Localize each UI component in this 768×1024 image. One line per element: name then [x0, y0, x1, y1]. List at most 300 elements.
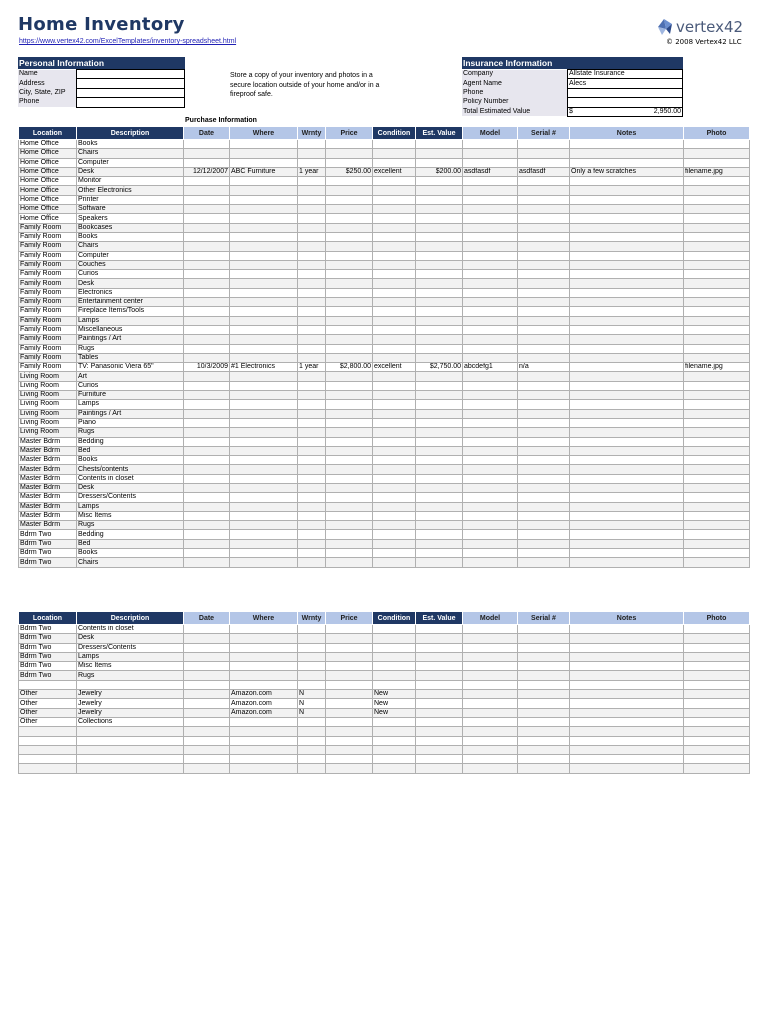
table-cell[interactable] — [184, 381, 230, 390]
table-cell[interactable] — [416, 662, 463, 671]
table-cell[interactable] — [326, 558, 373, 567]
table-cell[interactable] — [326, 195, 373, 204]
table-cell[interactable] — [326, 456, 373, 465]
table-cell[interactable] — [684, 251, 750, 260]
table-cell[interactable]: asdfasdf — [463, 167, 518, 176]
table-cell[interactable] — [463, 158, 518, 167]
table-cell[interactable] — [184, 251, 230, 260]
table-cell[interactable] — [416, 251, 463, 260]
table-cell[interactable]: Rugs — [77, 521, 184, 530]
table-cell[interactable] — [416, 186, 463, 195]
table-cell[interactable] — [463, 140, 518, 149]
table-cell[interactable] — [570, 428, 684, 437]
table-cell[interactable]: Other Electronics — [77, 186, 184, 195]
table-cell[interactable] — [298, 511, 326, 520]
table-cell[interactable] — [298, 736, 326, 745]
table-cell[interactable] — [373, 288, 416, 297]
table-cell[interactable] — [463, 708, 518, 717]
table-cell[interactable] — [298, 251, 326, 260]
table-cell[interactable] — [684, 242, 750, 251]
table-cell[interactable] — [184, 158, 230, 167]
table-cell[interactable] — [518, 149, 570, 158]
table-cell[interactable] — [184, 372, 230, 381]
table-cell[interactable] — [19, 680, 77, 689]
table-cell[interactable] — [230, 242, 298, 251]
table-cell[interactable] — [684, 625, 750, 634]
table-cell[interactable] — [326, 149, 373, 158]
table-cell[interactable] — [298, 634, 326, 643]
table-cell[interactable] — [570, 325, 684, 334]
table-cell[interactable] — [416, 521, 463, 530]
table-cell[interactable] — [416, 446, 463, 455]
table-cell[interactable] — [298, 558, 326, 567]
table-cell[interactable]: Rugs — [77, 671, 184, 680]
table-cell[interactable] — [298, 344, 326, 353]
table-cell[interactable] — [416, 409, 463, 418]
table-cell[interactable] — [416, 634, 463, 643]
table-cell[interactable]: Amazon.com — [230, 708, 298, 717]
table-cell[interactable] — [373, 662, 416, 671]
table-cell[interactable]: Living Room — [19, 418, 77, 427]
table-cell[interactable] — [518, 634, 570, 643]
table-cell[interactable] — [570, 260, 684, 269]
table-cell[interactable] — [230, 745, 298, 754]
table-cell[interactable] — [416, 335, 463, 344]
table-cell[interactable]: N — [298, 699, 326, 708]
table-cell[interactable] — [298, 418, 326, 427]
table-cell[interactable] — [463, 764, 518, 773]
table-cell[interactable] — [184, 344, 230, 353]
table-cell[interactable] — [416, 140, 463, 149]
table-cell[interactable]: Curios — [77, 381, 184, 390]
table-cell[interactable] — [463, 493, 518, 502]
table-cell[interactable]: Family Room — [19, 242, 77, 251]
table-cell[interactable] — [570, 270, 684, 279]
table-cell[interactable] — [230, 409, 298, 418]
table-cell[interactable]: Home Office — [19, 149, 77, 158]
table-cell[interactable] — [230, 539, 298, 548]
table-cell[interactable]: Family Room — [19, 335, 77, 344]
table-cell[interactable] — [518, 260, 570, 269]
table-cell[interactable] — [570, 344, 684, 353]
table-cell[interactable] — [230, 634, 298, 643]
table-cell[interactable] — [518, 625, 570, 634]
table-cell[interactable] — [298, 316, 326, 325]
table-cell[interactable] — [518, 671, 570, 680]
table-cell[interactable]: N — [298, 708, 326, 717]
table-cell[interactable] — [298, 158, 326, 167]
table-cell[interactable] — [77, 764, 184, 773]
table-cell[interactable] — [684, 511, 750, 520]
table-cell[interactable] — [463, 643, 518, 652]
column-header[interactable]: Est. Value — [416, 127, 463, 140]
table-cell[interactable] — [416, 493, 463, 502]
table-cell[interactable]: $200.00 — [416, 167, 463, 176]
table-cell[interactable]: Bdrm Two — [19, 652, 77, 661]
table-cell[interactable] — [416, 307, 463, 316]
table-cell[interactable] — [230, 223, 298, 232]
template-link[interactable]: https://www.vertex42.com/ExcelTemplates/inventory-spreadsheet.html — [19, 38, 237, 45]
table-cell[interactable] — [684, 736, 750, 745]
table-cell[interactable] — [184, 549, 230, 558]
table-cell[interactable] — [684, 530, 750, 539]
table-cell[interactable] — [463, 400, 518, 409]
table-cell[interactable] — [463, 260, 518, 269]
table-cell[interactable] — [184, 558, 230, 567]
table-cell[interactable] — [684, 764, 750, 773]
table-cell[interactable]: Contents in closet — [77, 625, 184, 634]
table-cell[interactable] — [570, 195, 684, 204]
table-cell[interactable] — [570, 652, 684, 661]
table-cell[interactable] — [230, 437, 298, 446]
table-cell[interactable] — [684, 288, 750, 297]
table-cell[interactable] — [326, 474, 373, 483]
table-cell[interactable] — [684, 643, 750, 652]
table-cell[interactable] — [416, 643, 463, 652]
column-header[interactable]: Description — [77, 612, 184, 625]
column-header[interactable]: Serial # — [518, 612, 570, 625]
table-cell[interactable] — [570, 662, 684, 671]
table-cell[interactable] — [230, 344, 298, 353]
table-cell[interactable] — [416, 558, 463, 567]
table-cell[interactable]: Master Bdrm — [19, 521, 77, 530]
table-cell[interactable] — [326, 186, 373, 195]
table-cell[interactable] — [373, 437, 416, 446]
table-cell[interactable]: Home Office — [19, 177, 77, 186]
table-cell[interactable] — [298, 755, 326, 764]
table-cell[interactable]: Printer — [77, 195, 184, 204]
table-cell[interactable] — [373, 549, 416, 558]
table-cell[interactable] — [184, 205, 230, 214]
table-cell[interactable] — [684, 755, 750, 764]
table-cell[interactable] — [373, 260, 416, 269]
table-cell[interactable] — [570, 755, 684, 764]
table-cell[interactable]: filename.jpg — [684, 363, 750, 372]
table-cell[interactable]: 12/12/2007 — [184, 167, 230, 176]
column-header[interactable]: Photo — [684, 612, 750, 625]
table-cell[interactable]: Master Bdrm — [19, 446, 77, 455]
table-cell[interactable] — [416, 298, 463, 307]
table-cell[interactable]: n/a — [518, 363, 570, 372]
table-cell[interactable] — [463, 652, 518, 661]
table-cell[interactable]: Other — [19, 717, 77, 726]
table-cell[interactable] — [230, 205, 298, 214]
table-cell[interactable] — [684, 195, 750, 204]
table-cell[interactable]: Family Room — [19, 279, 77, 288]
table-cell[interactable] — [570, 186, 684, 195]
table-cell[interactable] — [184, 214, 230, 223]
table-cell[interactable] — [230, 652, 298, 661]
table-cell[interactable] — [518, 242, 570, 251]
table-cell[interactable] — [684, 717, 750, 726]
table-cell[interactable] — [463, 745, 518, 754]
table-cell[interactable] — [19, 764, 77, 773]
table-cell[interactable] — [230, 288, 298, 297]
table-cell[interactable] — [518, 493, 570, 502]
table-cell[interactable] — [230, 335, 298, 344]
table-cell[interactable]: Dressers/Contents — [77, 643, 184, 652]
table-cell[interactable] — [518, 353, 570, 362]
table-cell[interactable] — [298, 437, 326, 446]
table-cell[interactable]: Master Bdrm — [19, 456, 77, 465]
table-cell[interactable] — [518, 177, 570, 186]
table-cell[interactable] — [518, 680, 570, 689]
table-cell[interactable] — [570, 643, 684, 652]
table-cell[interactable] — [184, 391, 230, 400]
table-cell[interactable] — [373, 493, 416, 502]
table-cell[interactable] — [230, 325, 298, 334]
table-cell[interactable]: excellent — [373, 363, 416, 372]
table-cell[interactable] — [373, 298, 416, 307]
column-header[interactable]: Model — [463, 127, 518, 140]
table-cell[interactable] — [518, 391, 570, 400]
table-cell[interactable] — [230, 307, 298, 316]
table-cell[interactable]: Bed — [77, 539, 184, 548]
table-cell[interactable] — [326, 690, 373, 699]
table-cell[interactable] — [518, 158, 570, 167]
table-cell[interactable] — [326, 764, 373, 773]
table-cell[interactable] — [184, 745, 230, 754]
table-cell[interactable]: Paintings / Art — [77, 335, 184, 344]
insurance-phone-field[interactable] — [568, 88, 683, 97]
table-cell[interactable] — [570, 316, 684, 325]
table-cell[interactable]: TV: Panasonic Viera 65" — [77, 363, 184, 372]
table-cell[interactable] — [416, 690, 463, 699]
table-cell[interactable]: ABC Furniture — [230, 167, 298, 176]
table-cell[interactable] — [570, 708, 684, 717]
table-cell[interactable] — [373, 335, 416, 344]
table-cell[interactable] — [373, 418, 416, 427]
table-cell[interactable] — [298, 353, 326, 362]
table-cell[interactable] — [298, 474, 326, 483]
table-cell[interactable] — [463, 325, 518, 334]
table-cell[interactable] — [184, 232, 230, 241]
table-cell[interactable] — [416, 652, 463, 661]
table-cell[interactable] — [326, 409, 373, 418]
table-cell[interactable] — [518, 699, 570, 708]
table-cell[interactable] — [463, 539, 518, 548]
table-cell[interactable] — [230, 279, 298, 288]
table-cell[interactable] — [373, 316, 416, 325]
table-cell[interactable] — [184, 428, 230, 437]
table-cell[interactable] — [684, 372, 750, 381]
table-cell[interactable] — [463, 372, 518, 381]
table-cell[interactable] — [684, 140, 750, 149]
table-cell[interactable] — [463, 662, 518, 671]
table-cell[interactable]: Home Office — [19, 140, 77, 149]
table-cell[interactable]: Jewelry — [77, 690, 184, 699]
table-cell[interactable] — [326, 446, 373, 455]
table-cell[interactable] — [416, 727, 463, 736]
table-cell[interactable] — [463, 558, 518, 567]
table-cell[interactable] — [570, 140, 684, 149]
table-cell[interactable] — [373, 625, 416, 634]
table-cell[interactable] — [326, 418, 373, 427]
table-cell[interactable] — [570, 764, 684, 773]
table-cell[interactable]: abcdefg1 — [463, 363, 518, 372]
table-cell[interactable] — [463, 549, 518, 558]
table-cell[interactable] — [684, 699, 750, 708]
table-cell[interactable] — [570, 418, 684, 427]
table-cell[interactable] — [684, 316, 750, 325]
table-cell[interactable] — [184, 539, 230, 548]
table-cell[interactable] — [373, 158, 416, 167]
table-cell[interactable] — [230, 625, 298, 634]
table-cell[interactable] — [684, 325, 750, 334]
table-cell[interactable] — [184, 298, 230, 307]
table-cell[interactable] — [518, 195, 570, 204]
table-cell[interactable] — [326, 298, 373, 307]
table-cell[interactable] — [230, 391, 298, 400]
table-cell[interactable]: $250.00 — [326, 167, 373, 176]
table-cell[interactable] — [373, 140, 416, 149]
table-cell[interactable] — [570, 149, 684, 158]
table-cell[interactable] — [230, 446, 298, 455]
table-cell[interactable]: Chests/contents — [77, 465, 184, 474]
table-cell[interactable]: Lamps — [77, 502, 184, 511]
table-cell[interactable] — [463, 232, 518, 241]
table-cell[interactable]: New — [373, 690, 416, 699]
table-cell[interactable] — [230, 260, 298, 269]
table-cell[interactable]: Jewelry — [77, 699, 184, 708]
table-cell[interactable] — [518, 446, 570, 455]
table-cell[interactable] — [570, 558, 684, 567]
table-cell[interactable] — [570, 456, 684, 465]
table-cell[interactable] — [570, 736, 684, 745]
table-cell[interactable] — [518, 428, 570, 437]
table-cell[interactable] — [518, 521, 570, 530]
table-cell[interactable] — [463, 177, 518, 186]
table-cell[interactable] — [326, 521, 373, 530]
table-cell[interactable] — [416, 745, 463, 754]
table-cell[interactable]: Bdrm Two — [19, 530, 77, 539]
table-cell[interactable] — [373, 474, 416, 483]
table-cell[interactable] — [230, 493, 298, 502]
table-cell[interactable] — [684, 437, 750, 446]
table-cell[interactable]: Desk — [77, 167, 184, 176]
table-cell[interactable] — [518, 223, 570, 232]
table-cell[interactable]: Books — [77, 140, 184, 149]
table-cell[interactable]: Living Room — [19, 400, 77, 409]
table-cell[interactable] — [570, 625, 684, 634]
table-cell[interactable] — [518, 764, 570, 773]
table-cell[interactable] — [463, 391, 518, 400]
table-cell[interactable] — [230, 736, 298, 745]
table-cell[interactable] — [184, 195, 230, 204]
table-cell[interactable] — [684, 335, 750, 344]
table-cell[interactable] — [298, 391, 326, 400]
table-cell[interactable] — [416, 270, 463, 279]
company-field[interactable]: Allstate Insurance — [568, 70, 683, 79]
table-cell[interactable] — [684, 298, 750, 307]
table-cell[interactable] — [570, 205, 684, 214]
table-cell[interactable] — [230, 727, 298, 736]
table-cell[interactable] — [373, 307, 416, 316]
table-cell[interactable] — [684, 270, 750, 279]
table-cell[interactable]: Couches — [77, 260, 184, 269]
table-cell[interactable]: 10/3/2009 — [184, 363, 230, 372]
table-cell[interactable] — [298, 381, 326, 390]
table-cell[interactable] — [326, 205, 373, 214]
table-cell[interactable] — [463, 530, 518, 539]
table-cell[interactable] — [326, 177, 373, 186]
table-cell[interactable] — [684, 400, 750, 409]
table-cell[interactable]: Desk — [77, 634, 184, 643]
table-cell[interactable] — [684, 279, 750, 288]
city-state-zip-field[interactable] — [77, 88, 185, 97]
table-cell[interactable] — [518, 186, 570, 195]
table-cell[interactable] — [684, 745, 750, 754]
table-cell[interactable] — [684, 381, 750, 390]
table-cell[interactable] — [518, 344, 570, 353]
table-cell[interactable] — [570, 465, 684, 474]
table-cell[interactable]: filename.jpg — [684, 167, 750, 176]
table-cell[interactable] — [298, 671, 326, 680]
table-cell[interactable] — [416, 511, 463, 520]
table-cell[interactable] — [416, 671, 463, 680]
phone-field[interactable] — [77, 98, 185, 107]
table-cell[interactable] — [19, 727, 77, 736]
table-cell[interactable] — [684, 158, 750, 167]
table-cell[interactable] — [684, 391, 750, 400]
table-cell[interactable] — [570, 549, 684, 558]
table-cell[interactable] — [326, 316, 373, 325]
table-cell[interactable] — [298, 521, 326, 530]
table-cell[interactable] — [570, 223, 684, 232]
table-cell[interactable]: Home Office — [19, 205, 77, 214]
table-cell[interactable] — [518, 381, 570, 390]
table-cell[interactable] — [518, 437, 570, 446]
column-header[interactable]: Notes — [570, 127, 684, 140]
table-cell[interactable] — [518, 558, 570, 567]
table-cell[interactable]: Family Room — [19, 232, 77, 241]
table-cell[interactable] — [298, 428, 326, 437]
table-cell[interactable] — [373, 279, 416, 288]
table-cell[interactable] — [230, 428, 298, 437]
table-cell[interactable] — [230, 474, 298, 483]
table-cell[interactable] — [684, 708, 750, 717]
table-cell[interactable]: Master Bdrm — [19, 502, 77, 511]
table-cell[interactable] — [416, 708, 463, 717]
table-cell[interactable] — [298, 530, 326, 539]
table-cell[interactable] — [326, 717, 373, 726]
table-cell[interactable] — [373, 400, 416, 409]
table-cell[interactable] — [463, 307, 518, 316]
table-cell[interactable] — [230, 456, 298, 465]
table-cell[interactable] — [684, 634, 750, 643]
table-cell[interactable] — [463, 316, 518, 325]
table-cell[interactable] — [570, 158, 684, 167]
table-cell[interactable] — [463, 680, 518, 689]
table-cell[interactable] — [326, 353, 373, 362]
table-cell[interactable] — [326, 708, 373, 717]
table-cell[interactable] — [373, 242, 416, 251]
table-cell[interactable]: Bdrm Two — [19, 558, 77, 567]
table-cell[interactable] — [518, 232, 570, 241]
table-cell[interactable] — [184, 437, 230, 446]
table-cell[interactable] — [298, 260, 326, 269]
table-cell[interactable] — [298, 186, 326, 195]
table-cell[interactable] — [184, 643, 230, 652]
table-cell[interactable] — [570, 539, 684, 548]
table-cell[interactable] — [373, 558, 416, 567]
table-cell[interactable] — [326, 428, 373, 437]
table-cell[interactable] — [518, 409, 570, 418]
table-cell[interactable] — [416, 353, 463, 362]
table-cell[interactable]: Family Room — [19, 344, 77, 353]
table-cell[interactable] — [298, 727, 326, 736]
table-cell[interactable]: $2,800.00 — [326, 363, 373, 372]
